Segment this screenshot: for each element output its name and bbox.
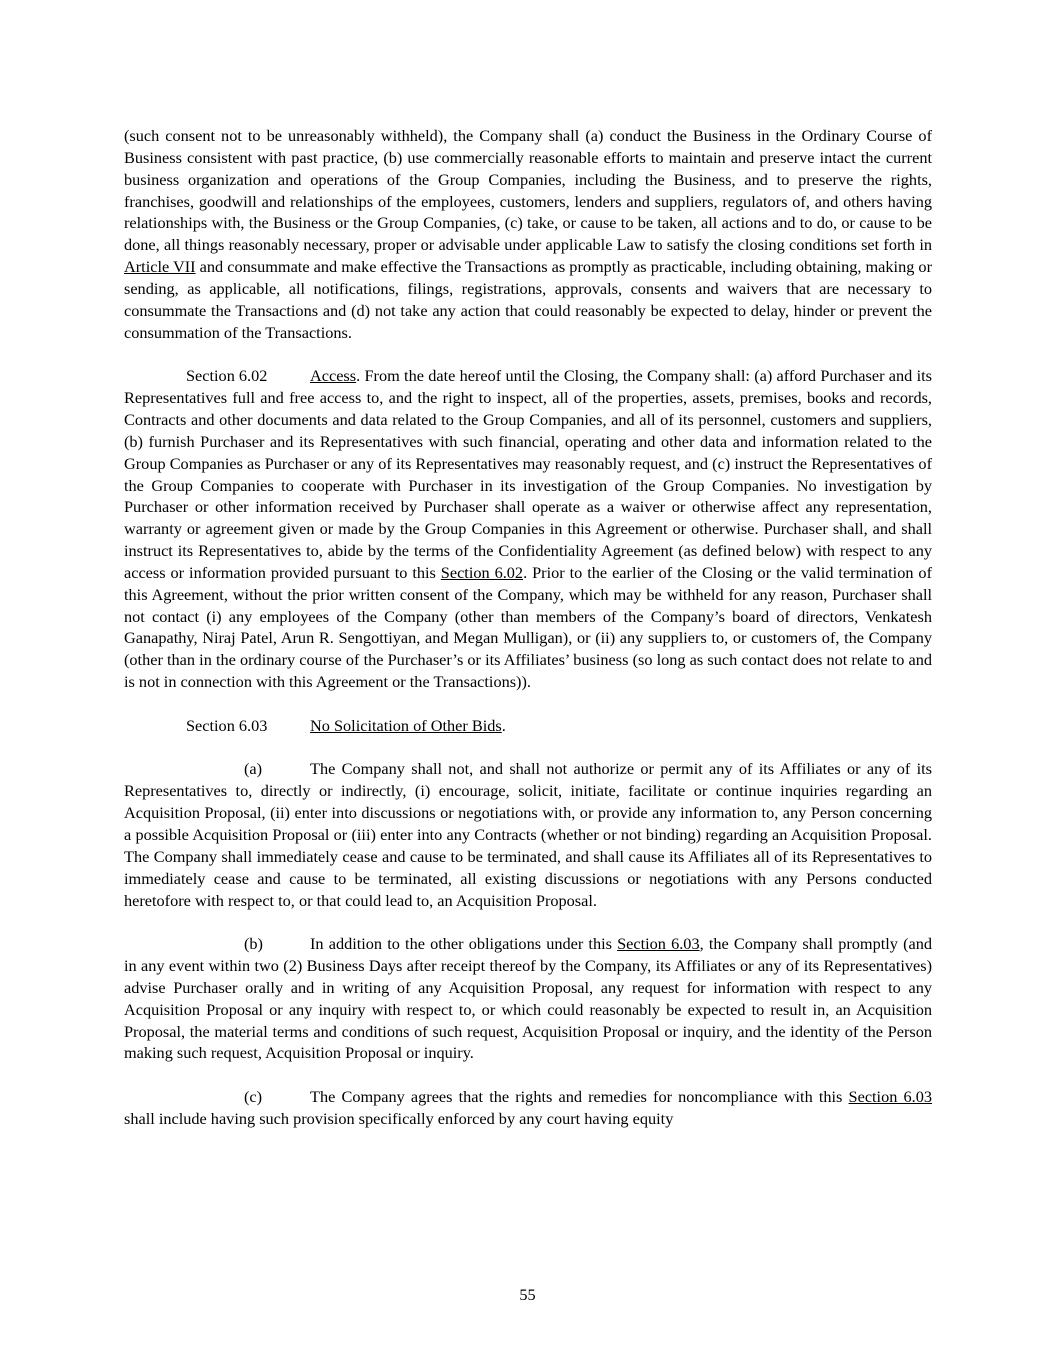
paragraph-covenants: (such consent not to be unreasonably withheld), the Company shall (a) conduct the Business in the Ordinary Course of Business consistent with past practice, (b) use commercially reasonable efforts to maintain and preserve intact the current business organization and operations of the Group Companies, including the Business, and to preserve the rights, franchises, goodwill and relationships of the employees, customers, lenders and suppliers, regulators of, and others having relationships with, the Business or the Group Companies, (c) take, or cause to be taken, all actions and to do, or cause to be done, all things reasonably necessary, proper or advisable under applicable Law to satisfy the closing conditions set forth in Article VII and consummate and make effective the Transactions as promptly as practicable, including obtaining, making or sending, as applicable, all notifications, filings, registrations, approvals, consents and waivers that are necessary to consummate the Transactions and (d) not take any action that could reasonably be expected to delay, hinder or prevent the consummation of the Transactions. [124,126,932,342]
section-6-03-label: Section 6.03 [186,715,268,735]
subsection-c-label: (c) [244,1087,263,1107]
section-6-02-heading: Access [310,366,357,386]
section-6-02-link[interactable]: Section 6.02 [440,562,524,582]
section-6-02-label: Section 6.02 [186,366,268,386]
subsection-a-label: (a) [244,759,263,779]
section-6-03-heading: No Solicitation of Other Bids [310,715,502,735]
document-page [124,125,932,1130]
subsection-a-paragraph: (a) The Company shall not, and shall not authorize or permit any of its Affiliates or any of its Representatives to, directly or indirectly, (i) encourage, solicit, initiate, facilitate or continue inquiries regarding an Acquisition Proposal, (ii) enter into discussions or negotiations with, or provide any information to, any Person concerning a possible Acquisition Proposal or (iii) enter into any Contracts (whether or not binding) regarding an Acquisition Proposal. The Company shall immediately cease and cause to be terminated, and shall cause its Affiliates all of its Representatives to immediately cease and cause to be terminated, all existing discussions or negotiations with any Persons conducted heretofore with respect to, or that could lead to, an Acquisition Proposal. [124,759,932,910]
section-6-03-link[interactable]: Section 6.03 [617,934,700,954]
subsection-b-paragraph: (b) In addition to the other obligations under this Section 6.03, the Company shall promptly (and in any event within two (2) Business Days after receipt thereof by the Company, its Affiliates or any of its Representatives) advise Purchaser orally and in writing of any Acquisition Proposal, any request for information with respect to any Acquisition Proposal or any inquiry with respect to, or which could reasonably be expected to result in, an Acquisition Proposal, the material terms and conditions of such request, Acquisition Proposal or inquiry, and the identity of the Person making such request, Acquisition Proposal or inquiry. [124,934,933,1063]
section-6-03-heading-paragraph: Section 6.03 No Solicitation of Other Bids. [186,715,506,735]
subsection-c-paragraph: (c) The Company agrees that the rights and remedies for noncompliance with this Section 6.03 shall include having such provision specifically enforced by any court having equity [124,1087,933,1128]
section-6-02-paragraph: Section 6.02 Access. From the date hereof until the Closing, the Company shall: (a) afford Purchaser and its Representatives full and free access to, and the right to inspect, all of the properties, assets, premises, books and records, Contracts and other documents and data related to the Group Companies, and all of its personnel, customers and suppliers, (b) furnish Purchaser and its Representatives with such financial, operating and other data and information related to the Group Companies as Purchaser or any of its Representatives may reasonably request, and (c) instruct the Representatives of the Group Companies to cooperate with Purchaser in its investigation of the Group Companies. No investigation by Purchaser or other information received by Purchaser shall operate as a waiver or otherwise affect any representation, warranty or agreement given or made by the Group Companies in this Agreement or otherwise. Purchaser shall, and shall instruct its Representatives to, abide by the terms of the Confidentiality Agreement (as defined below) with respect to any access or information provided pursuant to this Section 6.02. Prior to the earlier of the Closing or the valid termination of this Agreement, without the prior written consent of the Company, which may be withheld for any reason, Purchaser shall not contact (i) any employees of the Company (other than members of the Company’s board of directors, Venkatesh Ganapathy, Niraj Patel, Arun R. Sengottiyan, and Megan Mulligan), or (ii) any suppliers to, or customers of, the Company (other than in the ordinary course of the Purchaser’s or its Affiliates’ business (so long as such contact does not relate to and is not in connection with this Agreement or the Transactions)). [124,366,932,692]
article-vii-link[interactable]: Article VII [124,257,196,277]
section-6-03-link-2[interactable]: Section 6.03 [848,1087,933,1107]
subsection-b-label: (b) [244,934,263,954]
page-number: 55 [519,1285,536,1304]
